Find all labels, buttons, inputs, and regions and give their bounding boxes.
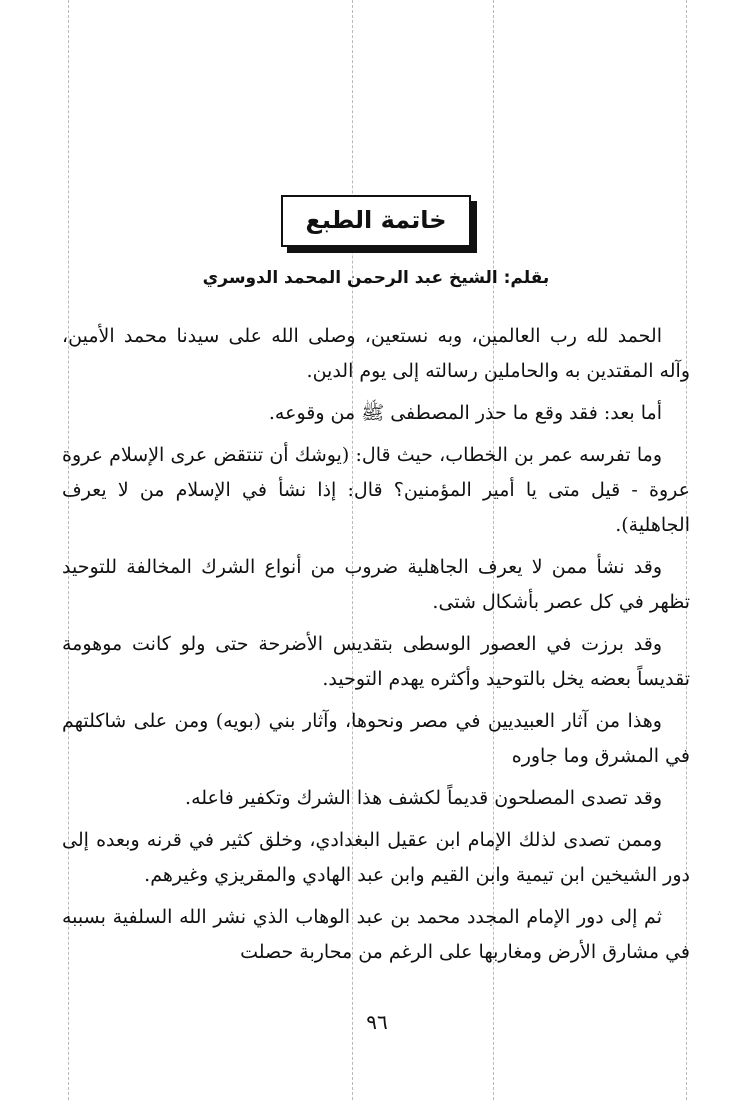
- paragraph: الحمد لله رب العالمين، وبه نستعين، وصلى الله على سيدنا محمد الأمين، وآله المقتدين به والحاملين رسالته إلى يوم الدين.: [62, 325, 690, 382]
- paragraph: وممن تصدى لذلك الإمام ابن عقيل البغدادي، وخلق كثير في قرنه وبعده إلى دور الشيخين ابن تيمية وابن القيم وابن عبد الهادي والمقريزي وغيرهم.: [62, 829, 690, 886]
- paragraph: وهذا من آثار العبيديين في مصر ونحوها، وآثار بني (بويه) ومن على شاكلتهم في المشرق وما جاوره: [62, 710, 690, 767]
- paragraph: ثم إلى دور الإمام المجدد محمد بن عبد الوهاب الذي نشر الله السلفية بسببه في مشارق الأرض ومغاربها على الرغم من محاربة حصلت: [62, 906, 690, 963]
- paragraph: وقد تصدى المصلحون قديماً لكشف هذا الشرك وتكفير فاعله.: [185, 787, 662, 809]
- paragraph: وقد برزت في العصور الوسطى بتقديس الأضرحة حتى ولو كانت موهومة تقديساً بعضه يخل بالتوحيد وأكثره يهدم التوحيد.: [62, 633, 690, 690]
- author-byline: بقلم: الشيخ عبد الرحمن المحمد الدوسري: [202, 268, 550, 288]
- paragraph: أما بعد: فقد وقع ما حذر المصطفى ﷺ من وقوعه.: [268, 402, 662, 424]
- paragraph: وما تفرسه عمر بن الخطاب، حيث قال: (يوشك أن تنتقض عرى الإسلام عروة عروة - قيل متى يا أمير المؤمنين؟ قال: إذا نشأ في الإسلام من لا يعرف الجاهلية).: [62, 444, 690, 536]
- title-wrap: [62, 195, 690, 247]
- document-page: [62, 195, 690, 977]
- page-number: ٩٦: [366, 1010, 388, 1034]
- page-title: خاتمة الطبع: [281, 195, 470, 247]
- paragraph: وقد نشأ ممن لا يعرف الجاهلية ضروب من أنواع الشرك المخالفة للتوحيد تظهر في كل عصر بأشكال شتى.: [62, 556, 690, 613]
